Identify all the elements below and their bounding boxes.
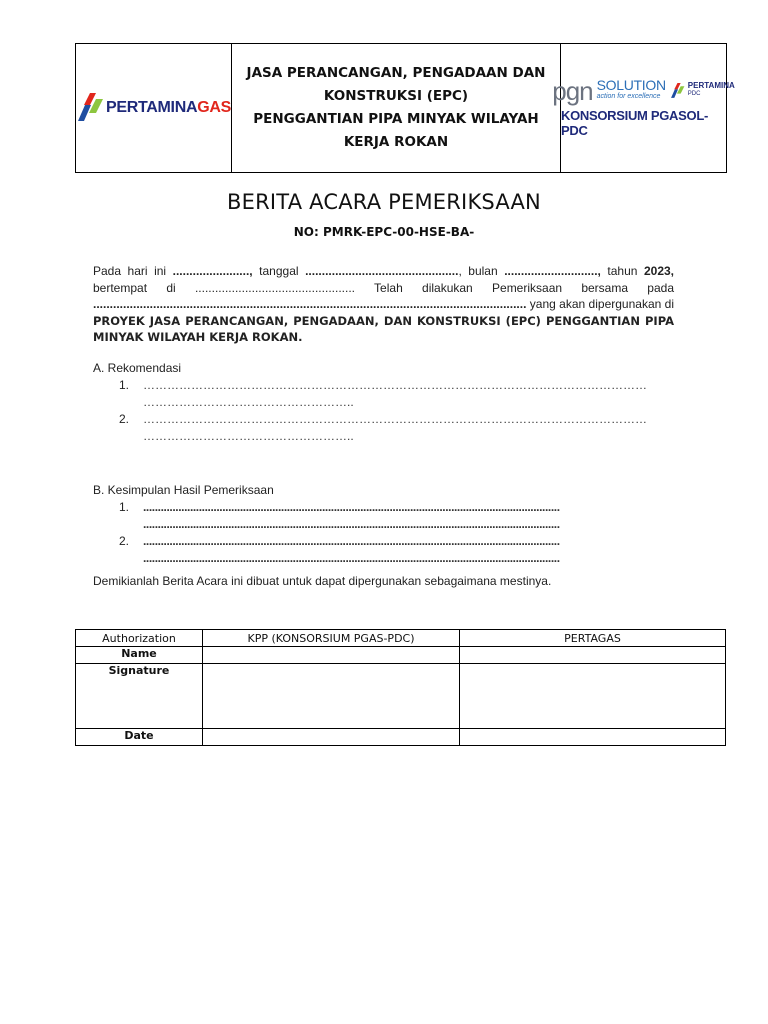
col-header-pertagas: PERTAGAS xyxy=(460,630,726,647)
recommendation-blank[interactable]: ……………………………………………………………………………………………………………… xyxy=(143,412,647,426)
header-table xyxy=(75,43,735,173)
authorization-table xyxy=(75,629,726,746)
list-item: 2. .............................................................................................................................................. .............................................................................................................................................. xyxy=(93,533,674,567)
closing-statement: Demikianlah Berita Acara ini dibuat untuk dapat dipergunakan sebagaimana mestinya. xyxy=(93,574,552,588)
consortium-name: KONSORSIUM PGASOL-PDC xyxy=(561,108,708,138)
pgn-wordmark: pgn xyxy=(552,76,593,106)
project-name: PROYEK JASA PERANCANGAN, PENGADAAN, DAN KONSTRUKSI (EPC) PENGGANTIAN PIPA MINYAK WILAYAH KERJA ROKAN. xyxy=(93,313,674,344)
row-label-name: Name xyxy=(76,647,203,664)
col-header-kpp: KPP (KONSORSIUM PGAS-PDC) xyxy=(203,630,460,647)
recommendation-blank[interactable]: ……………………………………………………………………………………………………………… xyxy=(143,378,647,392)
consortium-logo xyxy=(552,76,735,138)
kpp-name-field[interactable] xyxy=(203,647,460,664)
pertagas-name-field[interactable] xyxy=(460,647,726,664)
section-heading: A. Rekomendasi xyxy=(93,361,182,375)
month-blank[interactable]: ............................, xyxy=(504,264,601,278)
pdc-wordmark: PDC xyxy=(687,91,701,97)
col-header-authorization: Authorization xyxy=(76,630,203,647)
pertamina-gas-wordmark: PERTAMINAGAS xyxy=(105,99,231,116)
pertamina-symbol-icon xyxy=(76,91,106,125)
conclusion-blank[interactable]: .............................................................................................................................................. xyxy=(143,551,560,565)
section-heading: B. Kesimpulan Hasil Pemeriksaan xyxy=(93,483,274,497)
year-value: 2023, xyxy=(643,264,674,278)
project-title-line: JASA PERANCANGAN, PENGADAAN DAN xyxy=(246,65,546,81)
object-blank[interactable]: .................................................................................................................................. xyxy=(93,297,527,311)
day-blank[interactable]: ......................., xyxy=(172,264,253,278)
section-recommendation xyxy=(93,360,674,445)
recommendation-blank[interactable]: …………………………………………….. xyxy=(143,395,354,409)
location-blank[interactable]: ................................................ xyxy=(194,280,355,295)
conclusion-blank[interactable]: .............................................................................................................................................. xyxy=(143,517,560,531)
pertamina-symbol-icon xyxy=(670,81,686,101)
project-title-line: KONSTRUKSI (EPC) xyxy=(323,88,469,104)
document-title: BERITA ACARA PEMERIKSAAN xyxy=(227,190,541,214)
kpp-date-field[interactable] xyxy=(203,729,460,746)
conclusion-blank[interactable]: .............................................................................................................................................. xyxy=(143,500,560,514)
solution-tagline: action for excellence xyxy=(596,93,661,100)
pertagas-date-field[interactable] xyxy=(460,729,726,746)
pertamina-wordmark: PERTAMINA xyxy=(687,81,735,90)
consortium-logo-cell xyxy=(552,44,735,173)
pertamina-gas-logo xyxy=(76,91,231,125)
pertagas-signature-field[interactable] xyxy=(460,664,726,729)
document-number: NO: PMRK-EPC-00-HSE-BA- xyxy=(293,225,475,239)
recommendation-blank[interactable]: …………………………………………….. xyxy=(143,429,354,443)
list-item: 1. .............................................................................................................................................. .............................................................................................................................................. xyxy=(93,499,674,533)
section-conclusion xyxy=(93,482,674,567)
kpp-signature-field[interactable] xyxy=(203,664,460,729)
conclusion-blank[interactable]: .............................................................................................................................................. xyxy=(143,534,560,548)
pertamina-gas-logo-cell xyxy=(76,44,232,173)
list-item: 1. ……………………………………………………………………………………………………………… …………………………………………….. xyxy=(93,377,674,411)
row-label-date: Date xyxy=(76,729,203,746)
project-title-line: KERJA ROKAN xyxy=(343,134,449,150)
project-title xyxy=(232,44,561,173)
solution-wordmark: SOLUTION xyxy=(596,77,666,93)
date-blank[interactable]: .............................................. xyxy=(305,264,459,278)
project-title-line: PENGGANTIAN PIPA MINYAK WILAYAH xyxy=(253,111,539,127)
intro-paragraph: Pada hari ini ......................., tanggal .............................................., bulan ............................, tahun 2023, bertempat di ................................................ Telah dilakukan Pemeriksaan bersama pada .................................................................................................................................. yang akan dipergunakan di PROYEK JASA PERANCANGAN, PENGADAAN, DAN KONSTRUKSI (EPC) PENGGANTIAN PIPA MINYAK WILAYAH KERJA ROKAN. xyxy=(93,264,674,344)
row-label-signature: Signature xyxy=(76,664,203,729)
list-item: 2. ……………………………………………………………………………………………………………… …………………………………………….. xyxy=(93,411,674,445)
